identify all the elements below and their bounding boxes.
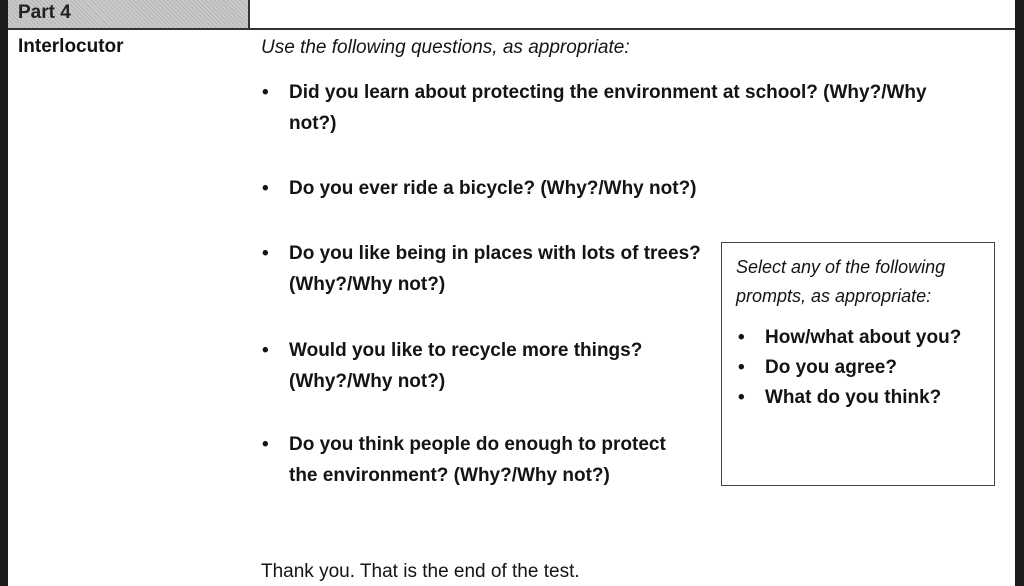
- bullet-icon: •: [262, 434, 269, 455]
- prompt-text: Do you agree?: [765, 357, 897, 378]
- closing-text: Thank you. That is the end of the test.: [261, 561, 580, 582]
- page-right-edge: [1015, 0, 1024, 586]
- prompt-item: [736, 353, 982, 383]
- question-item: [262, 429, 682, 491]
- question-item: [262, 173, 942, 204]
- prompt-text: How/what about you?: [765, 327, 962, 348]
- bullet-icon: •: [738, 357, 745, 378]
- bullet-icon: •: [262, 178, 269, 199]
- bullet-icon: •: [262, 243, 269, 264]
- prompts-intro: Select any of the following prompts, as appropriate:: [736, 257, 946, 306]
- bullet-icon: •: [262, 82, 269, 103]
- part-label: Part 4: [18, 2, 71, 23]
- page-left-edge: [0, 0, 8, 586]
- prompt-text: What do you think?: [765, 387, 942, 408]
- instruction-text: Use the following questions, as appropriate:: [261, 37, 630, 58]
- role-label: Interlocutor: [18, 36, 124, 57]
- question-item: [262, 77, 942, 139]
- bullet-icon: •: [738, 387, 745, 408]
- question-text: Do you ever ride a bicycle? (Why?/Why not?): [289, 178, 697, 199]
- top-divider: [250, 28, 1015, 30]
- bullet-icon: •: [262, 340, 269, 361]
- question-item: [262, 335, 722, 397]
- bullet-icon: •: [738, 327, 745, 348]
- prompt-item: [736, 323, 982, 353]
- question-text: Do you think people do enough to protect the environment? (Why?/Why not?): [289, 434, 666, 486]
- prompts-box: [721, 242, 995, 486]
- question-text: Would you like to recycle more things? (Why?/Why not?): [289, 340, 643, 392]
- prompts-list: [736, 323, 982, 413]
- question-text: Did you learn about protecting the environment at school? (Why?/Why not?): [289, 82, 927, 134]
- part-header: [8, 0, 250, 30]
- question-item: [262, 238, 702, 300]
- prompt-item: [736, 383, 982, 413]
- question-text: Do you like being in places with lots of trees? (Why?/Why not?): [289, 243, 701, 295]
